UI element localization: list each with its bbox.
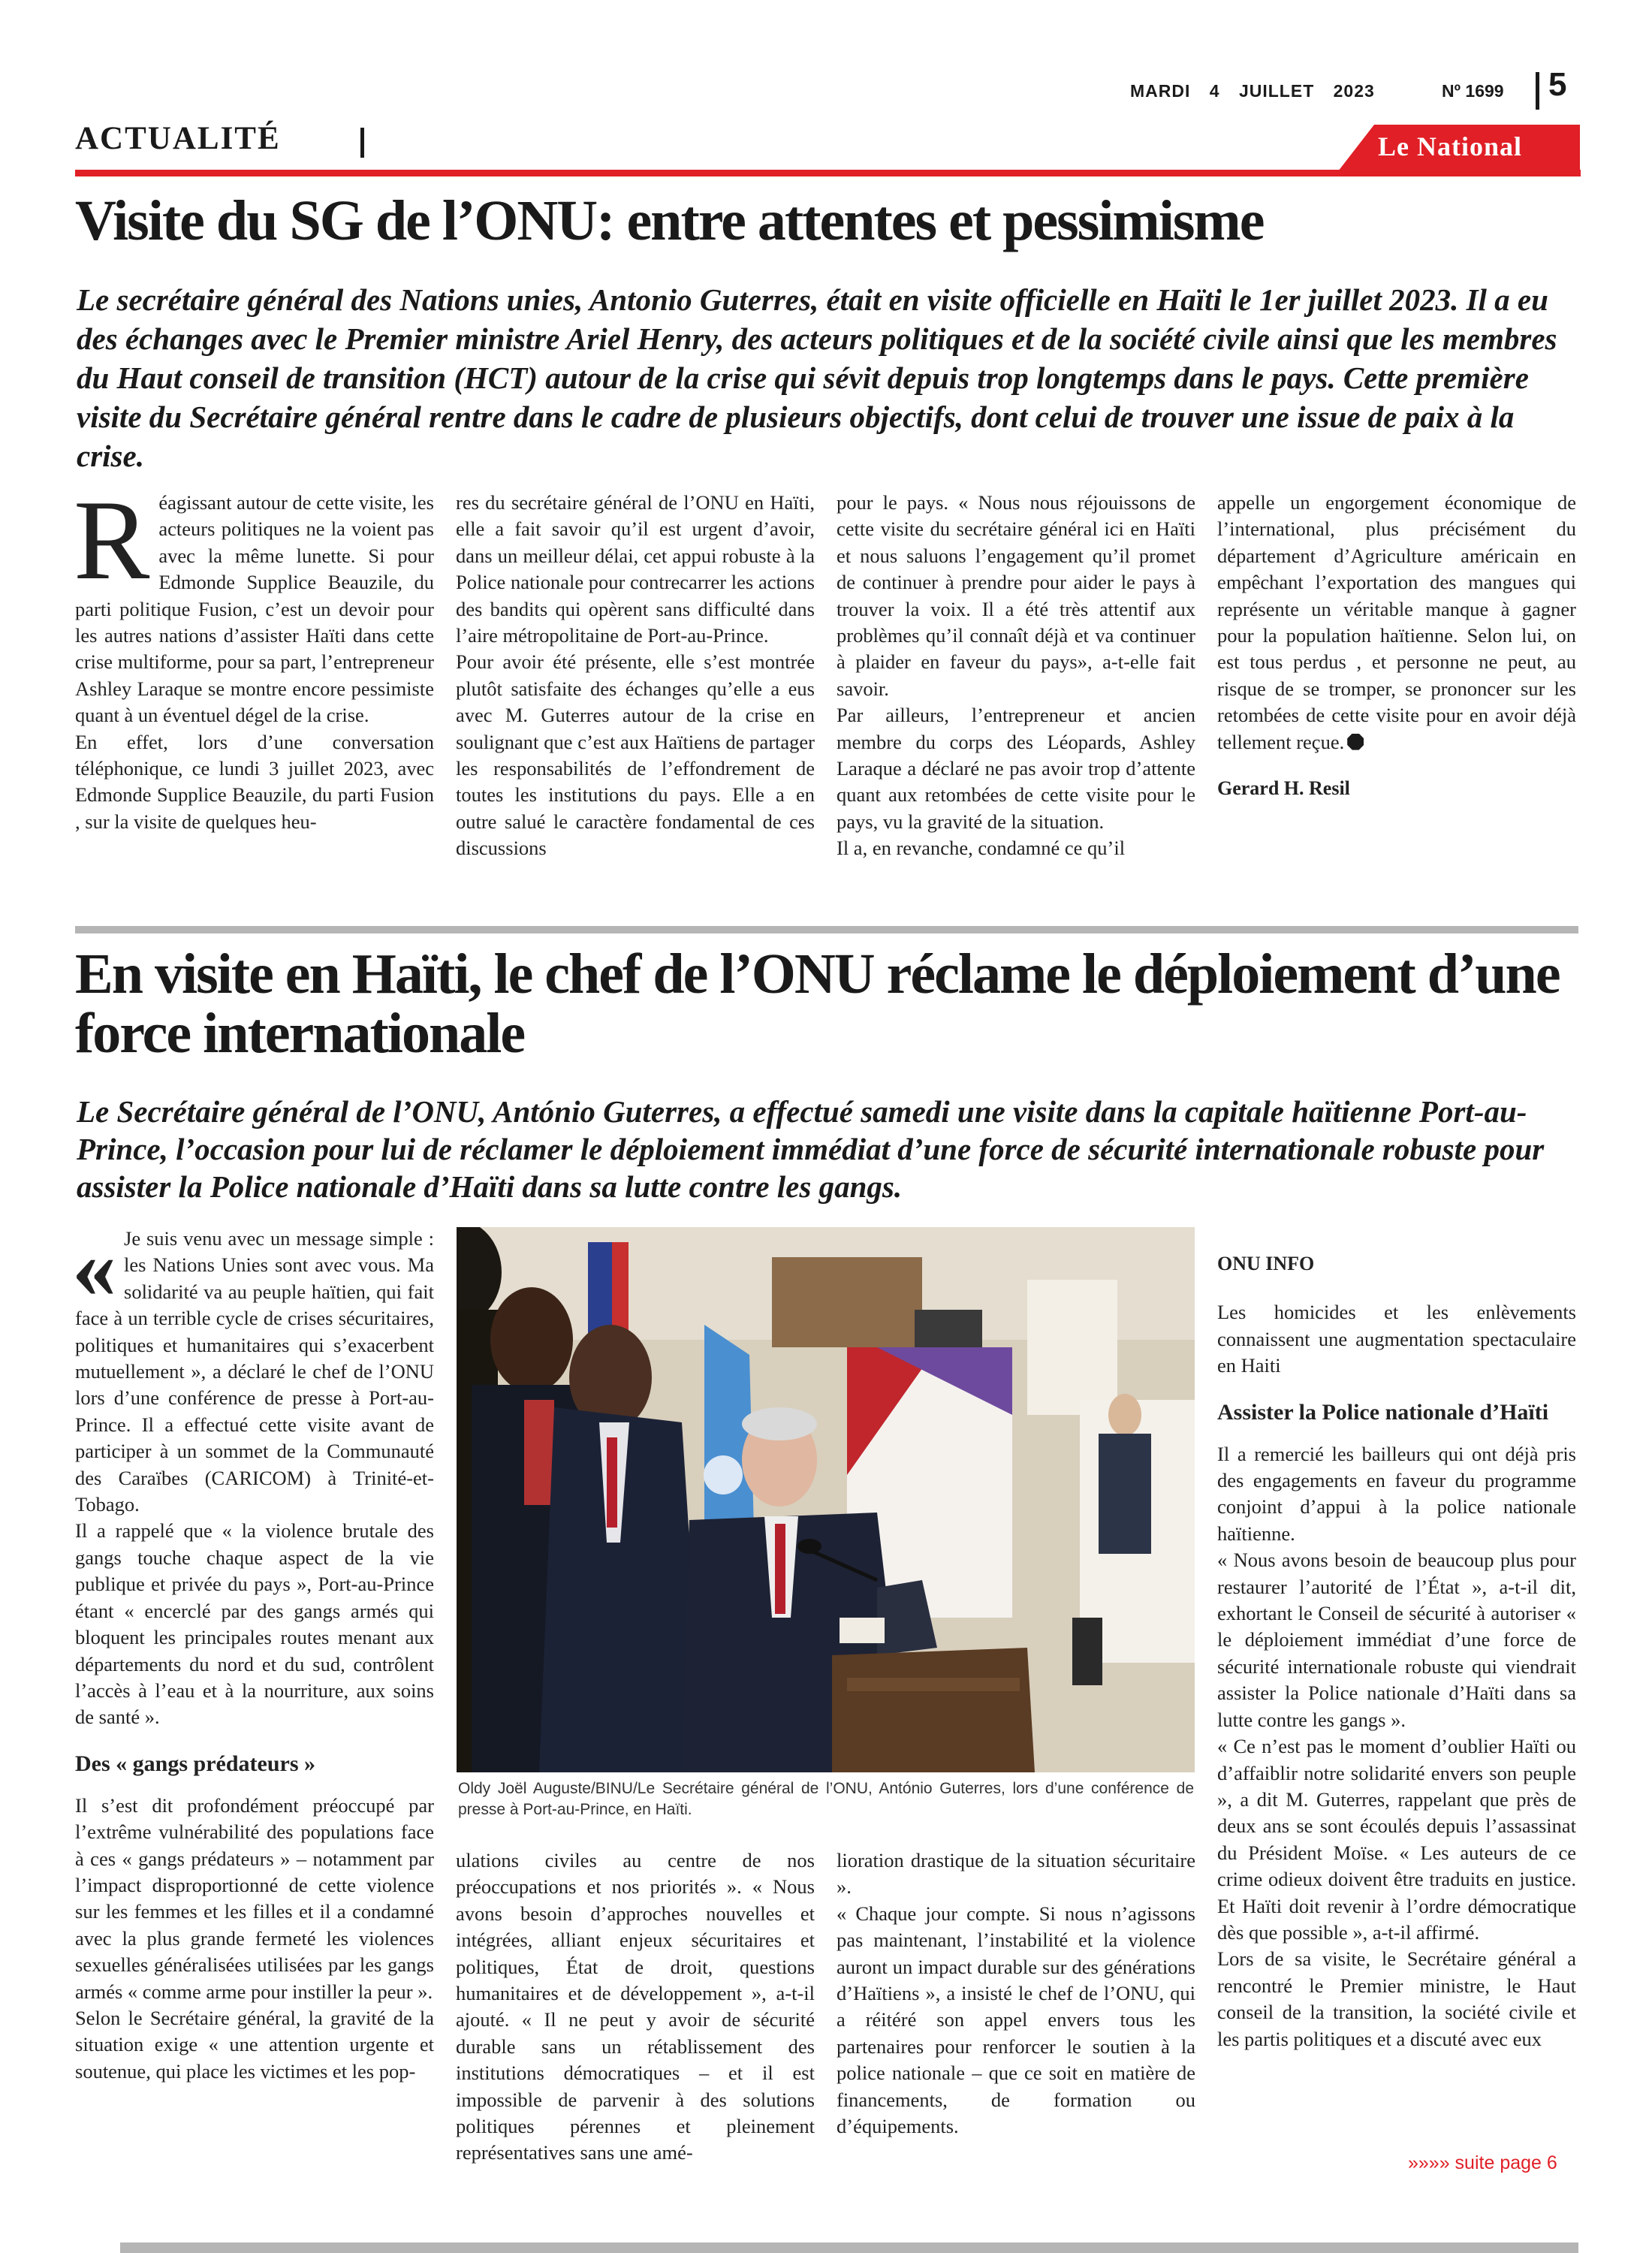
article1-column-3 xyxy=(837,490,1195,862)
footer-rule xyxy=(120,2242,1578,2253)
quote-mark-icon: « xyxy=(72,1218,116,1317)
article1-column-1 xyxy=(74,477,434,835)
article2-column-3 xyxy=(837,1847,1195,2140)
newspaper-name: Le National xyxy=(1378,131,1523,161)
article2-paragraph-2: Il a rappelé que « la violence brutale des gangs touche chaque aspect de la vie publique et privée du pays », Port-au-Prince étant « encerclé par des gangs armés qui bloquent les principales routes menant aux départements du nord et du sud, contrôlent l’accès à l’eau et à la nourriture, aux soins de santé ». xyxy=(75,1519,434,1729)
article1-paragraph-1: éagissant autour de cette visite, les acteurs politiques ne la voient pas avec la même lunette. Si pour Edmonde Supplice Beauzile, du parti politique Fusion, c’est un devoir pour les autres nations d’assister Haïti dans cette crise multiforme, pour sa part, l’entrepreneur Ashley Laraque se montre encore pessimiste quant à un éventuel dégel de la crise. xyxy=(75,491,434,727)
source-kicker: ONU INFO xyxy=(1217,1253,1315,1274)
article1-byline: Gerard H. Resil xyxy=(1217,777,1350,800)
article1-lead: Le secrétaire général des Nations unies, Antonio Guterres, était en visite officielle en Haïti le 1er juillet 2023. Il a eu des échanges avec le Premier ministre Ariel Henry, des acteurs politiques et de la société civile ainsi que les membres du Haut conseil de transition (HCT) autour de la crise qui sévit depuis trop longtemps dans le pays. Cette première visite du Secrétaire général rentre dans le cadre de plusieurs objectifs, dont celui de trouver une issue de paix à la crise. xyxy=(77,282,1557,473)
article2-paragraph-4: Selon le Secrétaire général, la gravité de la situation exige « une attention urgente et soutenue, qui place les victimes et les pop- xyxy=(75,2006,434,2083)
article2-subhead-police: Assister la Police nationale d’Haïti xyxy=(1217,1399,1549,1425)
article2-paragraph-9: Il a remercié les bailleurs qui ont déjà pris des engagements en faveur du programme conjoint d’appui à la police nationale haïtienne. xyxy=(1217,1442,1576,1545)
article1-paragraph-5: pour le pays. « Nous nous réjouissons de cette visite du secrétaire général ici en Haïti et nous saluons l’engagement qu’il promet de continuer à prendre pour aider le pays à trouver la voix. Il a été très attentif aux problèmes qu’il connaît déjà et va continuer à plaider en faveur du pays», a-t-elle fait savoir. xyxy=(837,491,1195,700)
article1-paragraph-3: res du secrétaire général de l’ONU en Haïti, elle a fait savoir qu’il est urgent d’avoir, dans un meilleur délai, cet appui robuste à la Police nationale pour contrecarrer les actions des bandits qui opèrent sans difficulté dans l’aire métropolitaine de Port-au-Prince. xyxy=(456,491,815,647)
article1-title: Visite du SG de l’ONU: entre attentes et pessimisme xyxy=(75,189,1264,252)
article1-paragraph-7: Il a, en revanche, condamné ce qu’il xyxy=(837,837,1126,860)
article2-paragraph-11: « Ce n’est pas le moment d’oublier Haïti ou d’affaiblir notre solidarité envers son peuple », a dit M. Guterres, rappelant que près de deux ans se sont écoulés depuis l’assassinat du Président Moïse. « Les auteurs de ce crime odieux doivent être traduits en justice. Et Haïti doit revenir à l’ordre démocratique dès que possible », a-t-il affirmé. xyxy=(1217,1735,1576,1944)
drop-cap: R xyxy=(74,477,150,603)
section-divider xyxy=(360,128,364,158)
article2-column-2 xyxy=(456,1847,815,2167)
article2-paragraph-3: Il s’est dit profondément préoccupé par l’extrême vulnérabilité des populations face à ces « gangs prédateurs » – notamment par l’impact disproportionné de cette violence sur les femmes et les filles et il a condamné avec la plus grande fermeté les violences sexuelles généralisées utilisées par les gangs armés « comme arme pour instiller la peur ». xyxy=(75,1793,434,2003)
article2-lead: Le Secrétaire général de l’ONU, António Guterres, a effectué samedi une visite dans la capitale haïtienne Port-au-Prince, l’occasion pour lui de réclamer le déploiement immédiat d’une force de sécurité internationale robuste pour assister la Police nationale d’Haïti dans sa lutte contre les gangs. xyxy=(77,1094,1545,1204)
photo-caption: Oldy Joël Auguste/BINU/Le Secrétaire général de l’ONU, António Guterres, lors d’une conférence de presse à Port-au-Prince, en Haïti. xyxy=(458,1780,1194,1818)
issue-year: 2023 xyxy=(1333,81,1375,101)
press-conference-illustration xyxy=(457,1227,1195,1772)
article2-paragraph-7: « Chaque jour compte. Si nous n’agissons pas maintenant, l’instabilité et la violence auront un impact durable sur des générations d’Haïtiens », a insisté le chef de l’ONU, qui a réitéré son appel envers tous les partenaires pour renforcer le soutien à la police nationale – que ce soit en matière de financements, de formation ou d’équipements. xyxy=(837,1902,1195,2138)
press-conference-photo xyxy=(457,1227,1195,1772)
article2-paragraph-8: Les homicides et les enlèvements connaissent une augmentation spectaculaire en Haiti xyxy=(1217,1301,1576,1377)
article2-paragraph-1: Je suis venu avec un message simple : les Nations Unies sont avec vous. Ma solidarité va au peuple haïtien, qui fait face à un terrible cycle de crises sécuritaires, politiques et humanitaires qui s’exacerbent mutuellement », a déclaré le chef de l’ONU lors d’une conférence de presse à Port-au-Prince. Il a effectué cette visite avant de participer à un sommet de la Communauté des Caraïbes (CARICOM) à Trinité-et-Tobago. xyxy=(75,1227,434,1516)
article2-paragraph-5: ulations civiles au centre de nos préoccupations et nos priorités ». « Nous avons besoin d’approches nouvelles et intégrées, alliant enjeux sécuritaires et politiques, État de droit, questions humanitaires et de développement », a-t-il ajouté. « Il ne peut y avoir de sécurité durable sans un rétablissement des institutions démocratiques – et il est impossible de parvenir à des solutions politiques pérennes et pleinement représentatives sans une amé- xyxy=(456,1849,815,2164)
article1-paragraph-4: Pour avoir été présente, elle s’est montrée plutôt satisfaite des échanges qu’elle a eus avec M. Guterres autour de la crise en soulignant que c’est aux Haïtiens de partager les responsabilités de l’effondrement de toutes les institutions du pays. Elle a en outre salué le caractère fondamental de ces discussions xyxy=(456,650,815,860)
continued-link[interactable]: »»»» suite page 6 xyxy=(1408,2152,1557,2173)
article2-title: En visite en Haïti, le chef de l’ONU réclame le déploiement d’une force internationale xyxy=(75,943,1560,1066)
article2-paragraph-6: lioration drastique de la situation sécuritaire ». xyxy=(837,1849,1195,1899)
issue-date xyxy=(1130,81,1388,101)
article1-column-4 xyxy=(1217,490,1576,801)
article1-paragraph-6: Par ailleurs, l’entrepreneur et ancien membre du corps des Léopards, Ashley Laraque a déclaré ne pas avoir trop d’attente quant aux retombées de cette visite pour le pays, vu la gravité de la situation. xyxy=(837,704,1195,833)
issue-month: JUILLET xyxy=(1238,81,1315,101)
article2-subhead-gangs: Des « gangs prédateurs » xyxy=(75,1751,315,1776)
article2-paragraph-10: « Nous avons besoin de beaucoup plus pour restaurer l’autorité de l’État », a-t-il dit, exhortant le Conseil de sécurité à autoriser « le déploiement immédiat d’une force de sécurité internationale robuste qui viendrait assister la Police nationale d’Haïti dans sa lutte contre les gangs ». xyxy=(1217,1549,1576,1731)
issue-number: Nº 1699 xyxy=(1442,81,1504,101)
page-number-divider xyxy=(1536,72,1539,110)
section-label: ACTUALITÉ xyxy=(75,121,281,156)
article1-paragraph-8: appelle un engorgement économique de l’international, plus précisément du département d’Agriculture américain en empêchant l’exportation des mangues qui représente un véritable manque à gagner pour la population haïtienne. Selon lui, on est tous perdus , et personne ne peut, au risque de se tromper, se prononcer sur les retombées de cette visite pour en avoir déjà tellement reçue. xyxy=(1217,491,1576,753)
article1-paragraph-2: En effet, lors d’une conversation téléphonique, ce lundi 3 juillet 2023, avec Edmonde Supplice Beauzile, du parti Fusion , sur la visite de quelques heu- xyxy=(75,730,434,833)
issue-date-number: 4 xyxy=(1209,81,1220,101)
article1-column-2 xyxy=(456,490,815,862)
article2-column-1 xyxy=(72,1218,434,2085)
end-of-article-icon xyxy=(1347,734,1364,750)
article2-column-4 xyxy=(1217,1250,1576,2052)
article2-paragraph-12: Lors de sa visite, le Secrétaire général a rencontré le Premier ministre, le Haut conseil de la transition, la société civile et les partis politiques et a discuté avec eux xyxy=(1217,1947,1576,2050)
page-number: 5 xyxy=(1548,66,1567,103)
article-separator xyxy=(75,926,1578,933)
issue-day: MARDI xyxy=(1130,81,1191,101)
